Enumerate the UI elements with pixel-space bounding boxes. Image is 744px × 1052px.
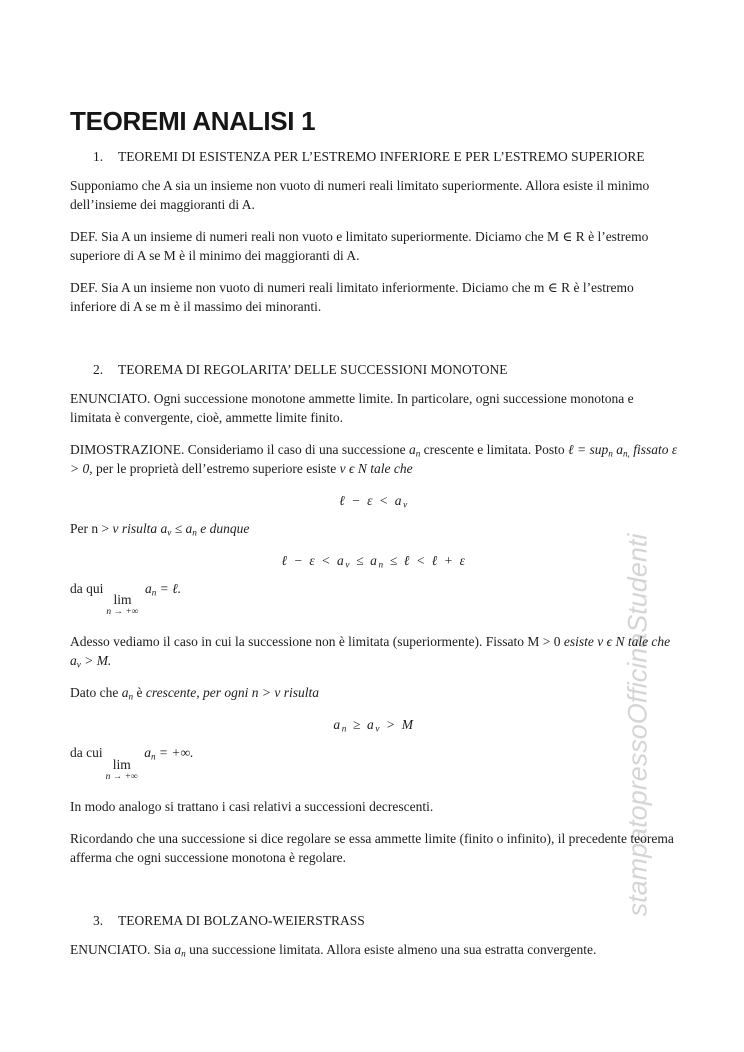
limit-expression	[106, 593, 138, 617]
section-heading-1	[70, 147, 678, 166]
section-number: 1.	[93, 149, 104, 164]
section-heading-3	[70, 911, 678, 930]
watermark-text: stampatopressoOfficinaStudenti	[622, 533, 653, 917]
document-content	[70, 106, 678, 959]
paragraph-per-n: Per n > ν risulta $a_\nu \le a_n$ e dunque	[70, 521, 250, 538]
formula-catena-disuguaglianze: ℓ − $\varepsilon < a_\nu \le a_n$ ≤ ℓ < ℓ + ε	[281, 553, 467, 570]
section-number: 2.	[93, 362, 104, 377]
paragraph-enunciato-2: ENUNCIATO. Ogni successione monotone ammette limite. In particolare, ogni successione monotona e limitata è convergente, cioè, ammette limite finito.	[70, 391, 634, 425]
formula-estremo-superiore: ℓ − $\varepsilon < a_\nu$	[339, 493, 409, 510]
paragraph-limite-finito	[70, 579, 678, 617]
section-heading-text: TEOREMA DI BOLZANO-WEIERSTRASS	[118, 912, 365, 928]
lim-subscript: n → +∞	[106, 607, 139, 618]
paragraph-limite-infinito	[70, 743, 678, 781]
lim-operator: lim	[112, 756, 131, 772]
paragraph-supponiamo: Supponiamo che A sia un insieme non vuoto di numeri reali limitato superiormente. Allora esiste il minimo dell’insieme dei maggioranti di A.	[70, 178, 650, 212]
section-heading-text: TEOREMA DI REGOLARITA’ DELLE SUCCESSIONI MONOTONE	[118, 362, 508, 377]
paragraph-def-estremo-superiore: DEF. Sia A un insieme di numeri reali non vuoto e limitato superiormente. Diciamo che M ∈ R è l’estremo superiore di A se M è il minimo dei maggioranti di A.	[70, 229, 649, 263]
paragraph-adesso: Adesso vediamo il caso in cui la successione non è limitata (superiormente). Fissato M > 0 esiste ν ϵ N tale che $a_\nu > M$.	[70, 634, 671, 671]
section-heading-text: TEOREMI DI ESISTENZA PER L’ESTREMO INFERIORE E PER L’ESTREMO SUPERIORE	[118, 149, 645, 164]
limit-value: $a_n$ = ℓ.	[141, 581, 182, 598]
section-number: 3.	[93, 912, 104, 928]
limit-prefix: da qui	[70, 581, 104, 596]
limit-value: $a_n$ = +∞.	[140, 745, 194, 763]
lim-operator: lim	[113, 592, 132, 608]
paragraph-analogo: In modo analogo si trattano i casi relativi a successioni decrescenti.	[70, 798, 434, 814]
lim-subscript: n → +∞	[105, 771, 138, 782]
limit-prefix: da cui	[70, 745, 103, 761]
limit-expression	[106, 758, 138, 782]
paragraph-dimostrazione: DIMOSTRAZIONE. Consideriamo il caso di una successione $a_n$ crescente e limitata. Posto ℓ = sup$_n$ $a_{n,}$ fissato ε > 0, per le proprietà dell’estremo superiore esiste ν ϵ N tale che	[70, 442, 678, 476]
paragraph-dato-che: Dato che $a_n$ è crescente, per ogni n > ν risulta	[70, 685, 320, 703]
section-heading-2	[70, 360, 678, 379]
formula-maggiore-di-M: $a_n \ge a_\nu > M$	[333, 717, 415, 735]
paragraph-def-estremo-inferiore: DEF. Sia A un insieme non vuoto di numeri reali limitato inferiormente. Diciamo che m ∈ R è l’estremo inferiore di A se m è il massimo dei minoranti.	[70, 280, 634, 314]
page-title: TEOREMI ANALISI 1	[70, 106, 316, 136]
paragraph-enunciato-3: ENUNCIATO. Sia $a_n$ una successione limitata. Allora esiste almeno una sua estratta convergente.	[70, 941, 597, 959]
paragraph-ricordando: Ricordando che una successione si dice regolare se essa ammette limite (finito o infinito), il precedente teorema afferma che ogni successione monotona è regolare.	[70, 830, 674, 865]
